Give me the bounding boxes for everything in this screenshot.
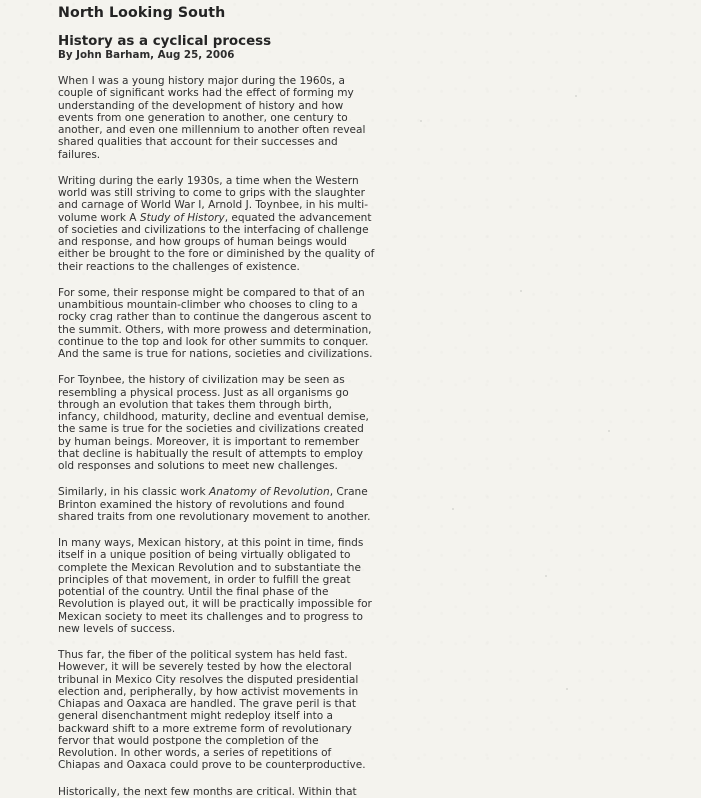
paper-speck (575, 95, 577, 97)
paper-speck (420, 120, 422, 122)
column-title: North Looking South (58, 5, 226, 21)
article-byline: By John Barham, Aug 25, 2006 (58, 49, 235, 61)
paragraph-text: , equated the advancement of societies and civilizations to the interfacing of challenge and response, and how groups of human beings would either be brought to the fore or diminished by the quality of their reactions to the challenges of existence. (58, 211, 375, 273)
paragraph-text: Writing during the early 1930s, a time when the Western world was still striving to come to grips with the slaughter and carnage of World War I, Arnold J. Toynbee, in his multi-volume work A (58, 174, 368, 224)
article-column (58, 4, 376, 798)
article-paragraph-7: Thus far, the fiber of the political system has held fast. However, it will be severely tested by how the electoral tribunal in Mexico City resolves the disputed presidential election and, peripherally, by how activist movements in Chiapas and Oaxaca are handled. The grave peril is that general disenchantment might redeploy itself into a backward shift to a more extreme form of revolutionary fervor that would postpone the completion of the Revolution. In other words, a series of repetitions of Chiapas and Oaxaca could prove to be counterproductive. (58, 649, 366, 772)
paragraph-text: Similarly, in his classic work (58, 486, 210, 499)
article-paragraph-1: When I was a young history major during the 1960s, a couple of significant works had the effect of forming my understanding of the development of history and how events from one generation to another, one century to another, and even one millennium to another often reveal shared qualities that account for their successes and failures. (58, 75, 366, 161)
book-title-study-of-history: Study of History (139, 211, 225, 224)
paragraph-text: , Crane Brinton examined the history of revolutions and found shared traits from one revolutionary movement to another. (58, 486, 371, 523)
article-paragraph-2 (58, 175, 376, 273)
article-paragraph-6: In many ways, Mexican history, at this point in time, finds itself in a unique position of being virtually obligated to complete the Mexican Revolution and to substantiate the principles of that movement, in order to fulfill the great potential of the country. Until the final phase of the Revolution is played out, it will be practically impossible for Mexican society to meet its challenges and to progress to new levels of success. (58, 537, 372, 635)
paper-speck (566, 688, 568, 690)
article-paragraph-8: Historically, the next few months are critical. Within that (58, 785, 357, 798)
article-paragraph-3: For some, their response might be compared to that of an unambitious mountain-climber who chooses to cling to a rocky crag rather than to continue the dangerous ascent to the summit. Others, with more prowess and determination, continue to the top and look for other summits to conquer. And the same is true for nations, societies and civilizations. (58, 286, 373, 360)
article-headline: History as a cyclical process (58, 34, 272, 49)
paper-speck (520, 290, 522, 292)
paper-speck (545, 575, 547, 577)
article-paragraph-5 (58, 486, 376, 523)
book-title-anatomy-of-revolution: Anatomy of Revolution (209, 486, 330, 499)
article-paragraph-4: For Toynbee, the history of civilization may be seen as resembling a physical process. Just as all organisms go through an evolution that takes them through birth, infancy, childhood, maturity, decline and eventual demise, the same is true for the societies and civilizations created by human beings. Moreover, it is important to remember that decline is habitually the result of attempts to employ old responses and solutions to meet new challenges. (58, 374, 369, 472)
paper-speck (452, 508, 454, 510)
paper-speck (608, 430, 610, 432)
